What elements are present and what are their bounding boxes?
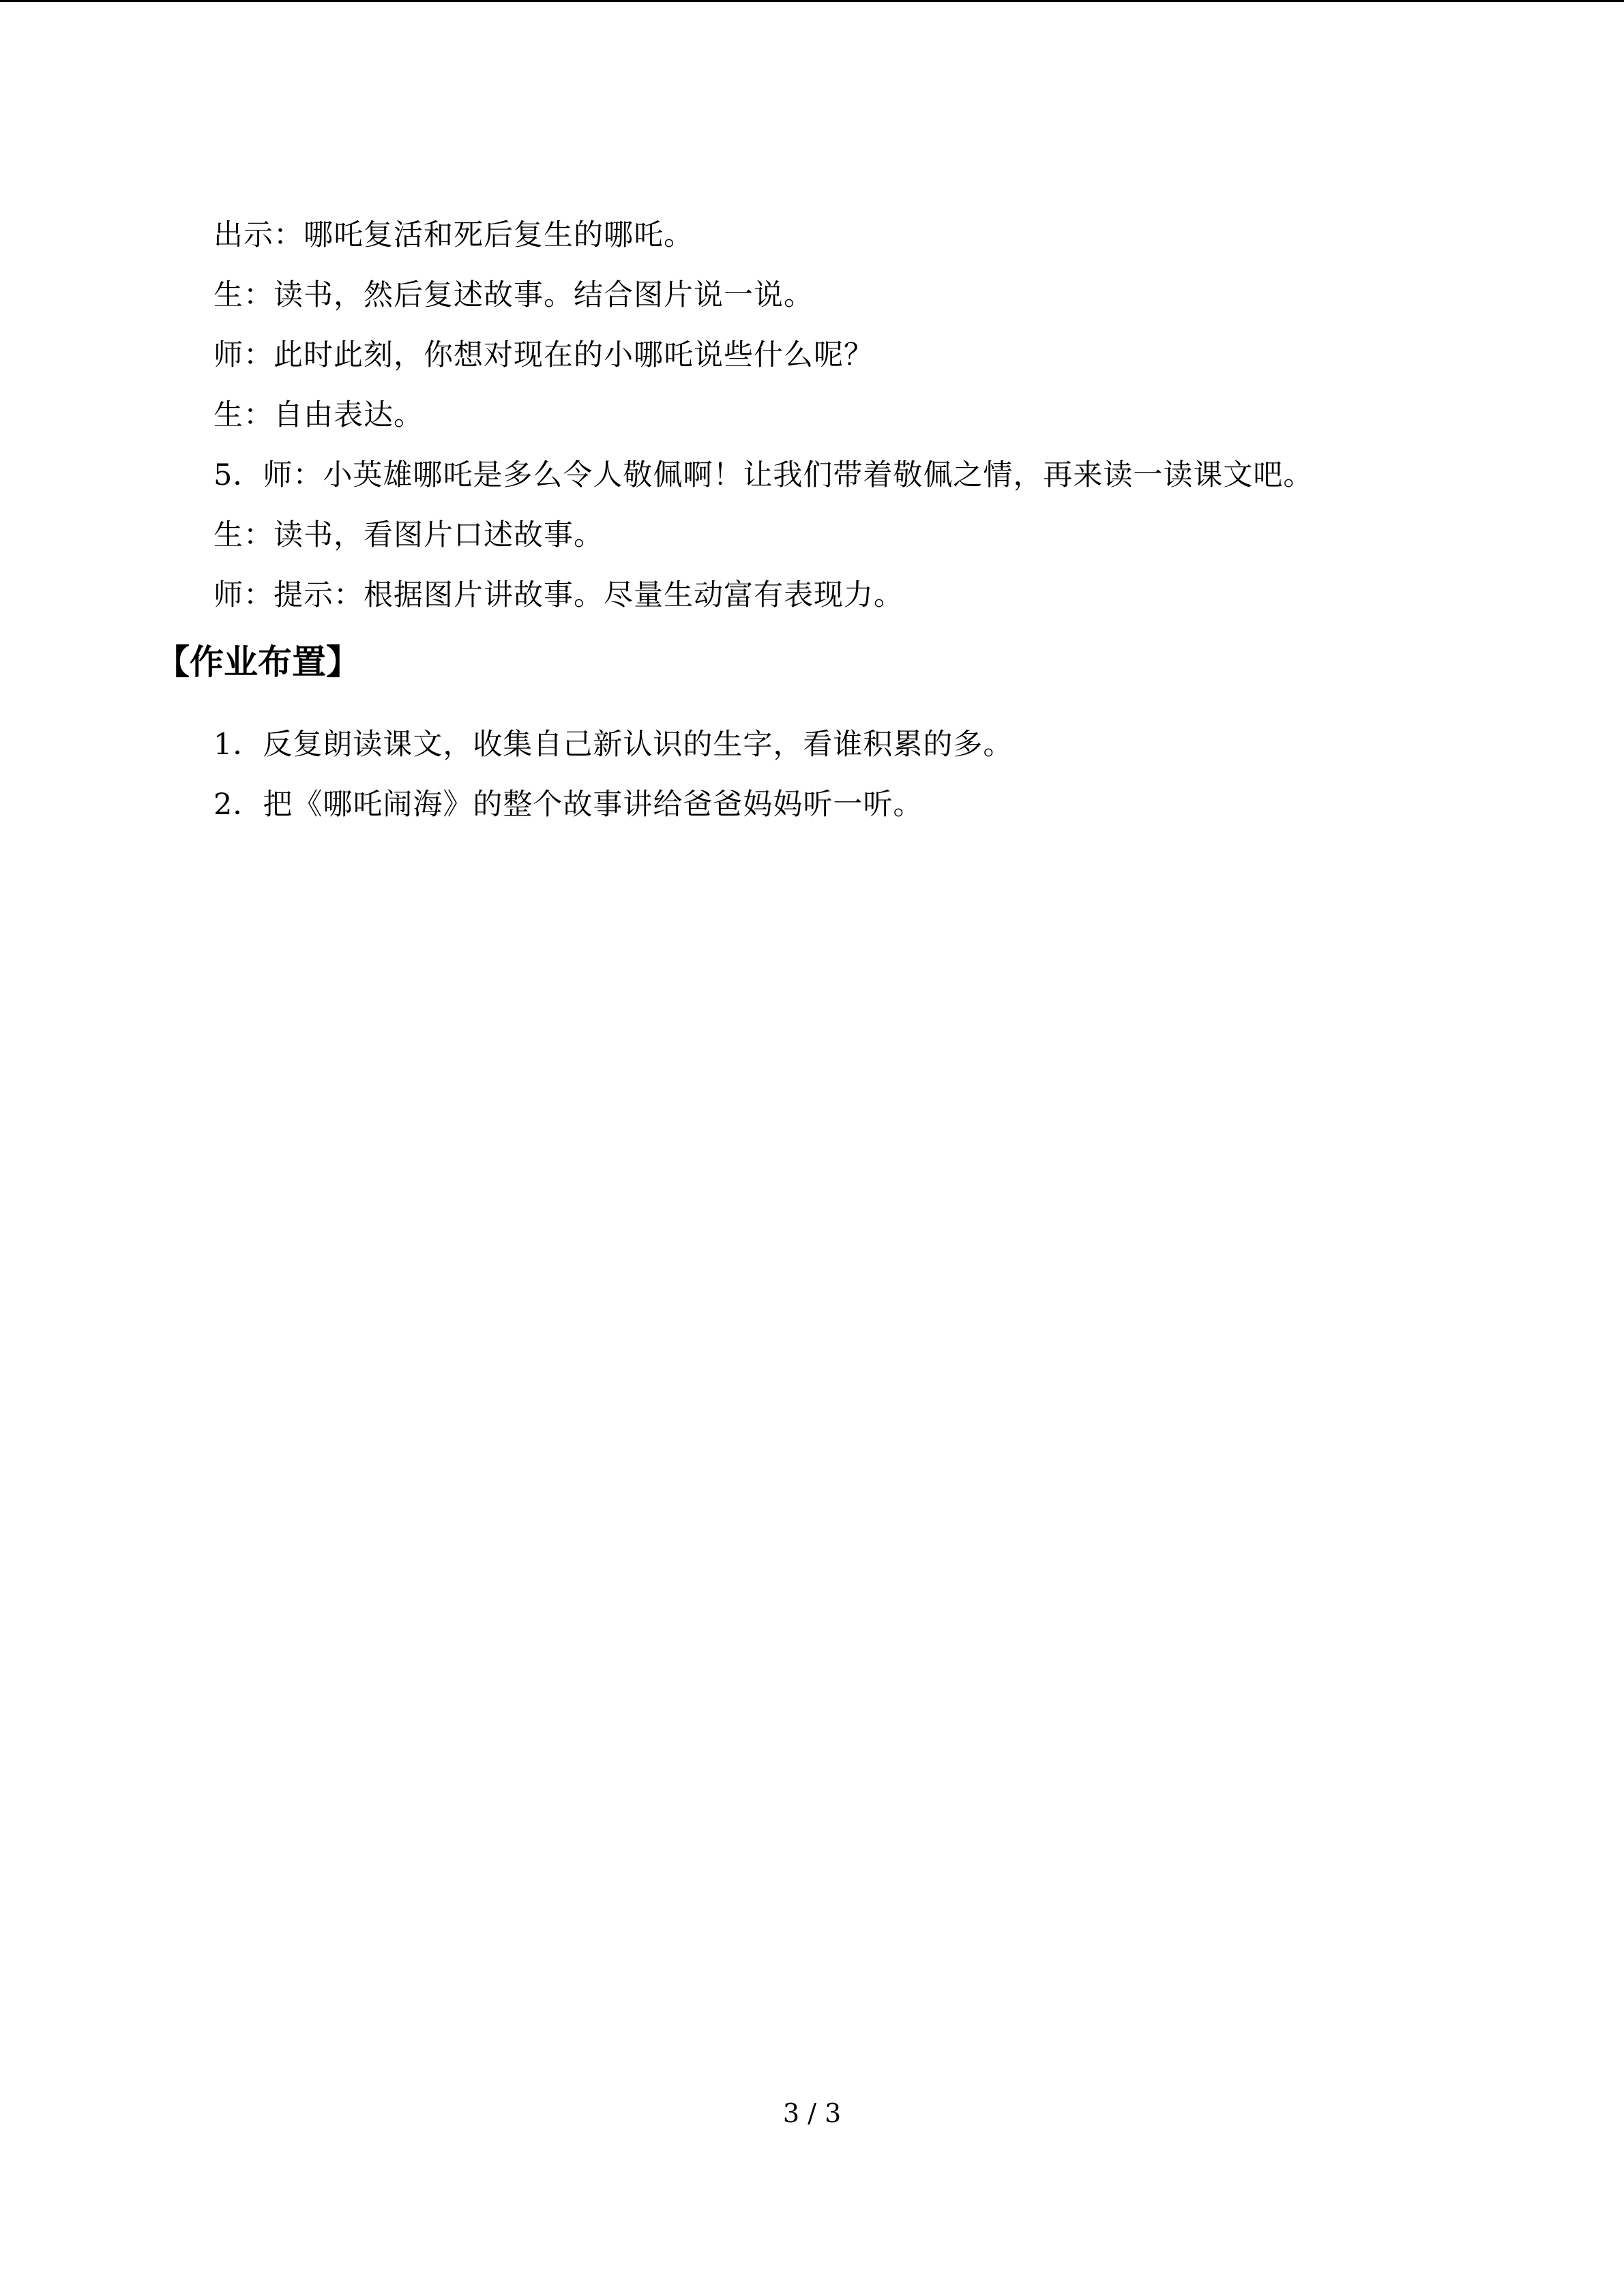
body-line: 师：提示：根据图片讲故事。尽量生动富有表现力。: [213, 578, 904, 612]
body-line: 生：读书，然后复述故事。结合图片说一说。: [213, 278, 814, 312]
top-border-line: [0, 0, 1624, 2]
homework-heading: 【作业布置】: [156, 642, 360, 682]
homework-item: 2．把《哪吒闹海》的整个故事讲给爸爸妈妈听一听。: [213, 788, 924, 822]
body-line: 生：自由表达。: [213, 398, 424, 432]
body-line: 出示：哪吒复活和死后复生的哪吒。: [213, 218, 694, 252]
body-line: 生：读书，看图片口述故事。: [213, 518, 604, 552]
body-line: 师：此时此刻，你想对现在的小哪吒说些什么呢？: [213, 338, 874, 372]
homework-item: 1．反复朗读课文，收集自己新认识的生字，看谁积累的多。: [213, 728, 1014, 762]
page-number: 3 / 3: [782, 2098, 842, 2128]
body-line: 5．师：小英雄哪吒是多么令人敬佩啊！让我们带着敬佩之情，再来读一读课文吧。: [213, 458, 1314, 492]
